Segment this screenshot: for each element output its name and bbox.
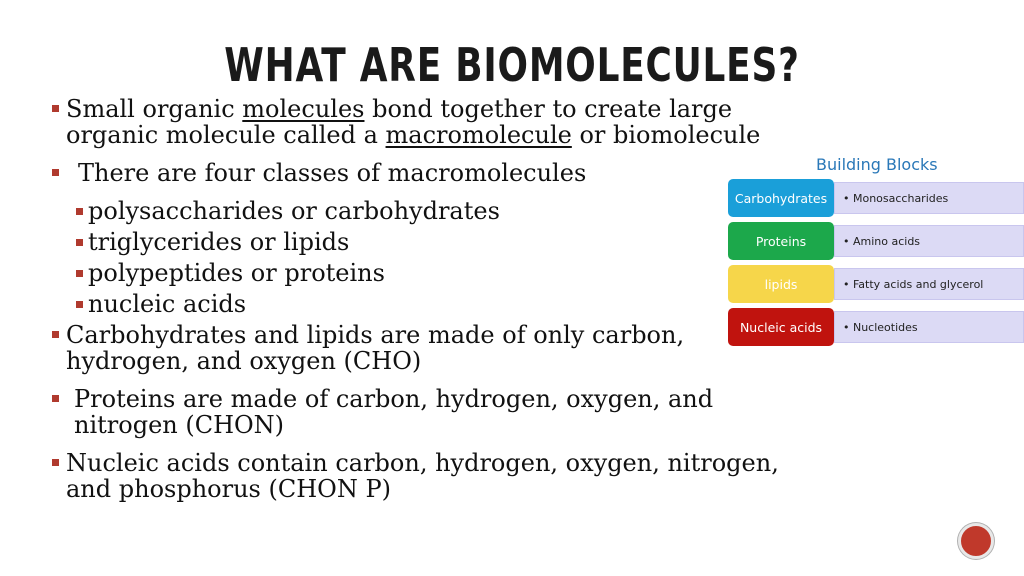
sub-bullet-text: polypeptides or proteins <box>88 259 385 287</box>
bullet-text: or biomolecule <box>571 121 761 149</box>
sub-bullet-text: nucleic acids <box>88 290 247 318</box>
building-block-item: • Monosaccharides <box>834 182 1024 214</box>
building-block-item: • Fatty acids and glycerol <box>834 268 1024 300</box>
building-block-label: Nucleic acids <box>728 308 834 346</box>
building-blocks-title: Building Blocks <box>816 155 938 174</box>
bullet-text: Nucleic acids contain carbon, hydrogen, oxygen, nitrogen, and phosphorus (CHON P) <box>66 449 779 503</box>
bullet-square-icon <box>52 105 59 112</box>
bullet-text: Carbohydrates and lipids are made of only carbon, hydrogen, and oxygen (CHO) <box>66 321 685 375</box>
building-block-item: • Amino acids <box>834 225 1024 257</box>
bullet-item <box>48 96 808 148</box>
underlined-term-molecules: molecules <box>242 95 365 123</box>
sub-bullet-item <box>48 229 808 256</box>
bullet-square-icon <box>76 239 83 246</box>
bullet-square-icon <box>52 395 59 402</box>
bullet-list <box>48 96 808 514</box>
sub-bullet-item <box>48 198 808 225</box>
bullet-text: Small organic <box>66 95 243 123</box>
bullet-item <box>48 450 808 502</box>
bullet-square-icon <box>76 301 83 308</box>
building-block-label: Proteins <box>728 222 834 260</box>
bullet-text: There are four classes of macromolecules <box>78 159 587 187</box>
slide-nav-button[interactable] <box>958 523 994 559</box>
bullet-square-icon <box>76 270 83 277</box>
sub-bullet-list <box>48 198 808 318</box>
bullet-text: Proteins are made of carbon, hydrogen, oxygen, and nitrogen (CHON) <box>74 385 714 439</box>
bullet-square-icon <box>52 169 59 176</box>
building-block-label: Carbohydrates <box>728 179 834 217</box>
sub-bullet-item <box>48 260 808 287</box>
bullet-item <box>48 322 808 374</box>
building-block-row-lipids <box>728 265 1024 303</box>
building-block-item: • Nucleotides <box>834 311 1024 343</box>
underlined-term-macromolecule: macromolecule <box>385 121 572 149</box>
building-block-row-nucleic-acids <box>728 308 1024 346</box>
building-block-label: lipids <box>728 265 834 303</box>
sub-bullet-text: triglycerides or lipids <box>88 228 350 256</box>
bullet-item <box>48 160 808 186</box>
bullet-square-icon <box>76 208 83 215</box>
sub-bullet-text: polysaccharides or carbohydrates <box>88 197 500 225</box>
building-block-row-proteins <box>728 222 1024 260</box>
bullet-square-icon <box>52 459 59 466</box>
bullet-square-icon <box>52 331 59 338</box>
slide-title: WHAT ARE BIOMOLECULES? <box>224 38 800 92</box>
sub-bullet-item <box>48 291 808 318</box>
bullet-item <box>48 386 808 438</box>
building-block-row-carbohydrates <box>728 179 1024 217</box>
bullet-text: bond together to create large organic molecule called a <box>66 95 733 149</box>
